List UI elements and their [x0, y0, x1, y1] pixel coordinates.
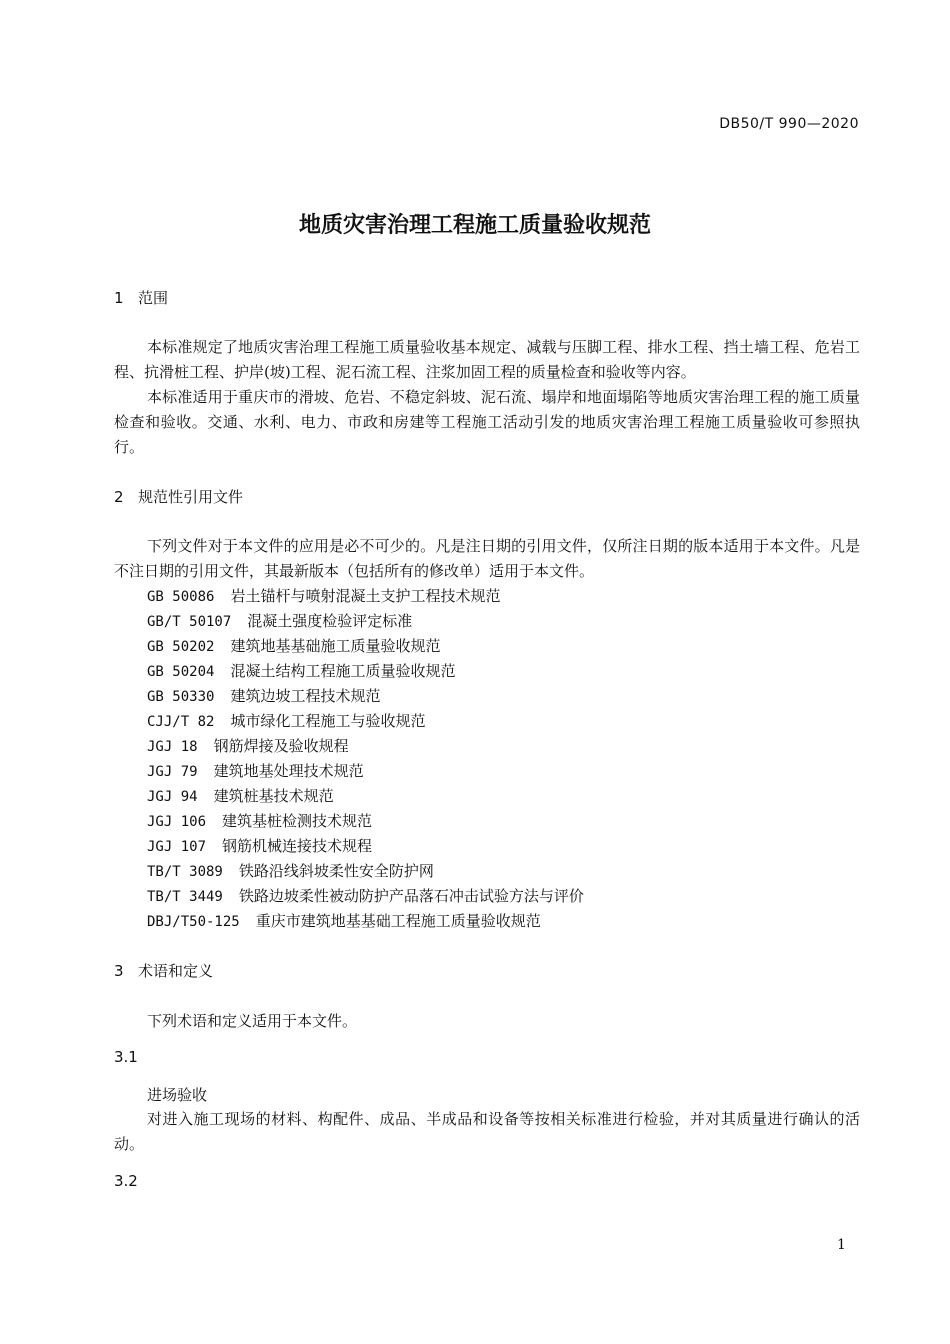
term-number: 3.2	[114, 1172, 138, 1190]
reference-code: JGJ 94	[147, 789, 198, 805]
reference-item	[147, 834, 584, 859]
reference-code: JGJ 79	[147, 764, 198, 780]
scope-paragraph-2: 本标准适用于重庆市的滑坡、危岩、不稳定斜坡、泥石流、塌岸和地面塌陷等地质灾害治理工程的施工质量检查和验收。交通、水利、电力、市政和房建等工程施工活动引发的地质灾害治理工程施工质量验收可参照执行。	[114, 388, 860, 456]
section-number: 2	[114, 488, 124, 506]
term-number: 3.1	[114, 1048, 138, 1066]
reference-code: GB 50330	[147, 689, 215, 705]
section-title: 范围	[138, 289, 169, 307]
section-number: 1	[114, 289, 124, 307]
reference-item	[147, 859, 584, 884]
reference-item	[147, 634, 584, 659]
reference-title: 重庆市建筑地基基础工程施工质量验收规范	[255, 912, 541, 930]
reference-code: GB 50204	[147, 664, 215, 680]
reference-code: CJJ/T 82	[147, 714, 215, 730]
section-1-heading	[114, 287, 168, 308]
reference-code: GB 50202	[147, 639, 215, 655]
reference-item	[147, 709, 584, 734]
section-title: 规范性引用文件	[138, 488, 244, 506]
reference-item	[147, 584, 584, 609]
reference-code: TB/T 3089	[147, 864, 223, 880]
reference-title: 混凝土结构工程施工质量验收规范	[230, 662, 456, 680]
reference-title: 建筑边坡工程技术规范	[230, 687, 381, 705]
reference-item	[147, 659, 584, 684]
reference-title: 铁路边坡柔性被动防护产品落石冲击试验方法与评价	[238, 887, 584, 905]
reference-title: 建筑地基基础施工质量验收规范	[230, 637, 441, 655]
reference-list	[147, 584, 584, 934]
reference-code: DBJ/T50-125	[147, 914, 240, 930]
reference-code: JGJ 106	[147, 814, 207, 830]
reference-item	[147, 884, 584, 909]
section-title: 术语和定义	[138, 962, 214, 980]
reference-code: GB 50086	[147, 589, 215, 605]
reference-item	[147, 784, 584, 809]
reference-item	[147, 759, 584, 784]
references-intro: 下列文件对于本文件的应用是必不可少的。凡是注日期的引用文件，仅所注日期的版本适用于本文件。凡是不注日期的引用文件，其最新版本（包括所有的修改单）适用于本文件。	[114, 537, 860, 580]
section-3-heading	[114, 960, 213, 981]
document-code: DB50/T 990—2020	[719, 116, 859, 132]
reference-item	[147, 684, 584, 709]
reference-title: 建筑桩基技术规范	[213, 787, 334, 805]
reference-title: 岩土锚杆与喷射混凝土支护工程技术规范	[230, 587, 501, 605]
terms-intro: 下列术语和定义适用于本文件。	[147, 1012, 358, 1030]
reference-code: GB/T 50107	[147, 614, 232, 630]
section-number: 3	[114, 962, 124, 980]
reference-item	[147, 734, 584, 759]
reference-title: 建筑地基处理技术规范	[213, 762, 364, 780]
term-name: 进场验收	[147, 1086, 208, 1104]
section-2-heading	[114, 486, 243, 507]
reference-title: 建筑基桩检测技术规范	[222, 812, 373, 830]
reference-item	[147, 609, 584, 634]
reference-code: TB/T 3449	[147, 889, 223, 905]
reference-title: 钢筋机械连接技术规程	[222, 837, 373, 855]
reference-item	[147, 909, 584, 934]
reference-title: 混凝土强度检验评定标准	[247, 612, 413, 630]
document-title: 地质灾害治理工程施工质量验收规范	[298, 213, 651, 238]
reference-item	[147, 809, 584, 834]
reference-code: JGJ 107	[147, 839, 207, 855]
page-number: 1	[837, 1237, 846, 1253]
reference-title: 城市绿化工程施工与验收规范	[230, 712, 426, 730]
term-definition: 对进入施工现场的材料、构配件、成品、半成品和设备等按相关标准进行检验，并对其质量进行确认的活动。	[114, 1110, 860, 1153]
scope-paragraph-1: 本标准规定了地质灾害治理工程施工质量验收基本规定、减载与压脚工程、排水工程、挡土墙工程、危岩工程、抗滑桩工程、护岸(坡)工程、泥石流工程、注浆加固工程的质量检查和验收等内容。	[114, 338, 860, 381]
reference-title: 铁路沿线斜坡柔性安全防护网	[238, 862, 434, 880]
reference-code: JGJ 18	[147, 739, 198, 755]
reference-title: 钢筋焊接及验收规程	[213, 737, 349, 755]
